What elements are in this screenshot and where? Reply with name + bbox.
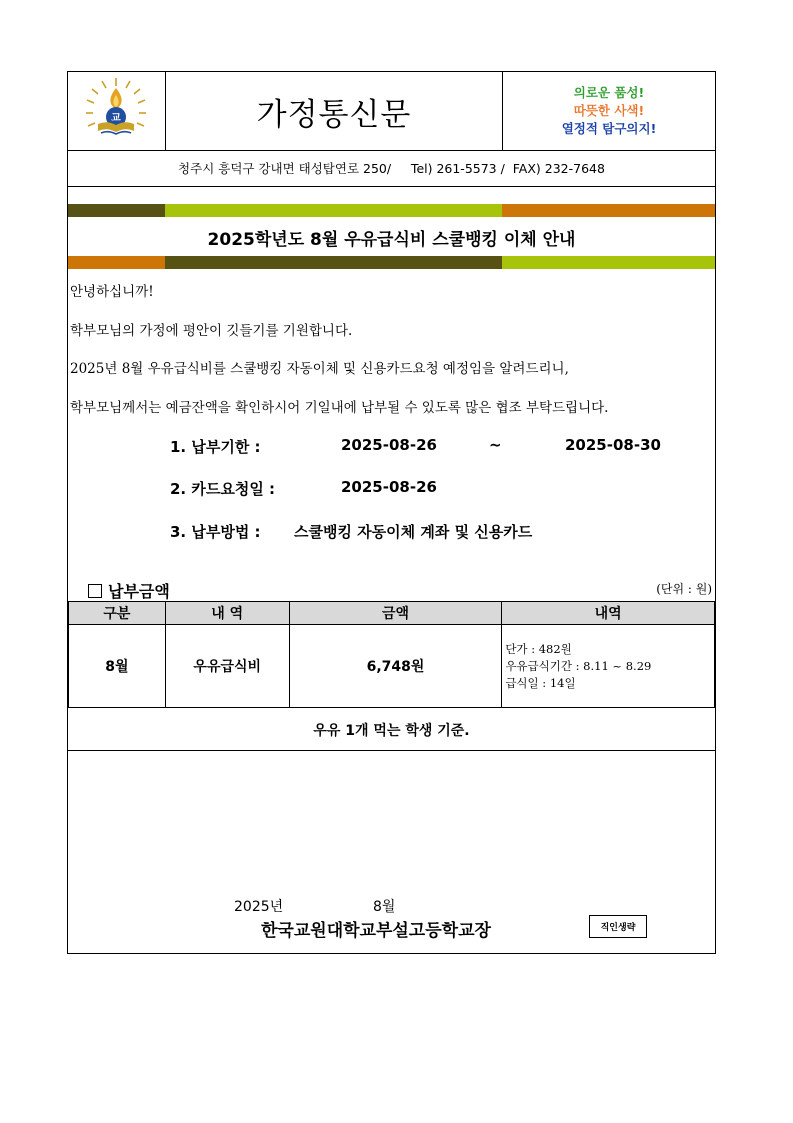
item-cell: 우유급식비 [165,625,289,708]
meal-days: 급식일 : 14일 [505,675,576,690]
fee-table [68,601,715,708]
payment-method-label: 3. 납부방법 : [170,523,261,541]
motto-line-3: 열정적 탐구의지! [561,121,657,136]
stripe-segment [68,256,165,269]
footer-month: 8월 [373,899,396,915]
school-address: 청주시 흥덕구 강내면 태성탑연로 250/ Tel) 261-5573 / FAX) 232-7648 [68,150,715,187]
column-header: 내 역 [165,602,289,625]
stripe-segment [502,256,715,269]
payment-method-value: 스쿨뱅킹 자동이체 계좌 및 신용카드 [294,523,533,541]
emblem-mark: 교 [111,113,121,124]
amount-title-text: 납부금액 [108,582,170,601]
due-end: 2025-08-30 [565,436,661,454]
principal-name: 한국교원대학교부설고등학교장 [261,921,491,941]
greeting-text: 안녕하십니까! [70,284,154,300]
announcement-text: 2025년 8월 우유급식비를 스쿨뱅킹 자동이체 및 신용카드요청 예정임을 알려드리니, [70,361,569,377]
detail-cell [502,625,715,708]
amount-section-title [88,579,170,602]
unit-note: (단위 : 원) [656,582,712,596]
stripe-segment [165,204,502,217]
page-title: 가정통신문 [166,72,503,150]
request-text: 학부모님께서는 예금잔액을 확인하시어 기일내에 납부될 수 있도록 많은 협조 부탁드립니다. [70,400,609,416]
decorative-stripe-bottom [68,256,715,269]
school-motto [503,72,715,150]
stripe-segment [502,204,715,217]
notice-document [67,71,716,954]
footer-year: 2025년 [234,899,284,915]
unit-price: 단가 : 482원 [505,641,572,656]
column-header: 금액 [289,602,502,625]
basis-note: 우유 1개 먹는 학생 기준. [68,709,715,751]
table-row [69,625,715,708]
month-cell: 8월 [69,625,166,708]
milk-period: 우유급식기간 : 8.11 ~ 8.29 [505,658,652,673]
due-label: 1. 납부기한 : [170,438,261,456]
due-start: 2025-08-26 [341,436,437,454]
amount-cell: 6,748원 [289,625,502,708]
stripe-segment [165,256,502,269]
motto-line-1: 의로운 품성! [573,85,645,100]
logo-cell [68,72,166,150]
stripe-segment [68,204,165,217]
header [68,72,715,151]
column-header: 내역 [502,602,715,625]
decorative-stripe-top [68,204,715,217]
card-request-label: 2. 카드요청일 : [170,480,276,498]
table-header-row [69,602,715,625]
wish-text: 학부모님의 가정에 평안이 깃들기를 기원합니다. [70,323,353,339]
checkbox-icon [88,584,102,598]
notice-title: 2025학년도 8월 우유급식비 스쿨뱅킹 이체 안내 [207,229,576,250]
seal-omitted-stamp: 직인생략 [589,915,647,938]
due-separator: ~ [489,436,502,454]
card-request-date: 2025-08-26 [341,478,437,496]
column-header: 구분 [69,602,166,625]
motto-line-2: 따뜻한 사색! [573,103,645,118]
